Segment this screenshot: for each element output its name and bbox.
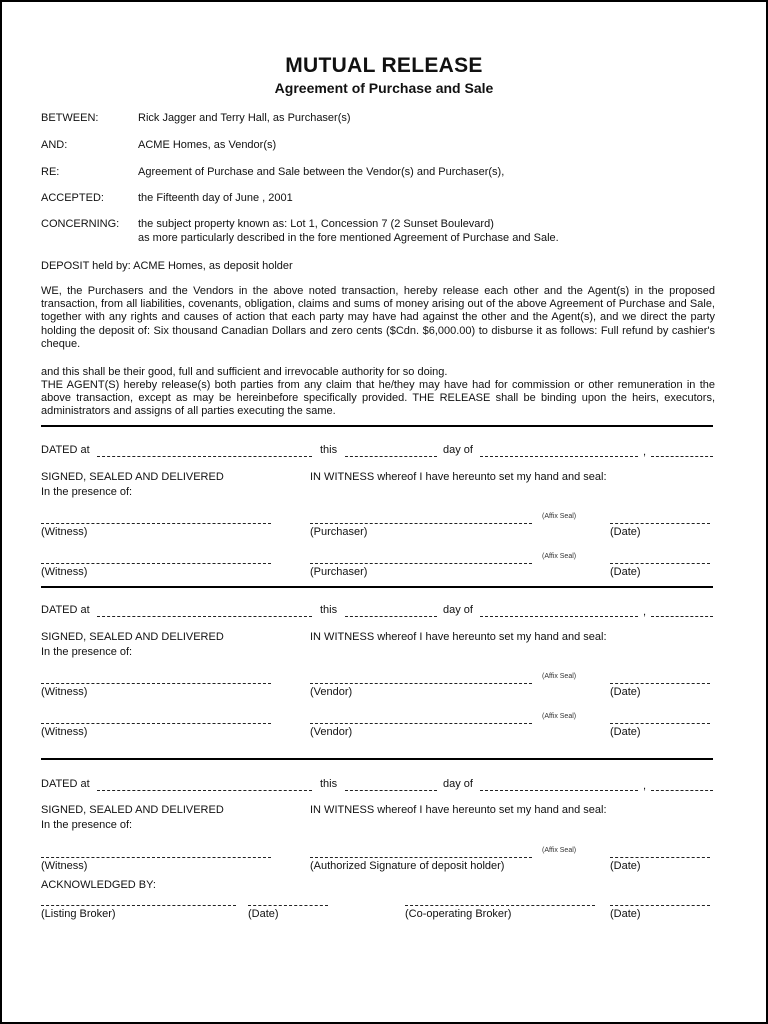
purchaser-signature-line[interactable] [310, 523, 532, 524]
cooperating-broker-date-caption: (Date) [610, 908, 641, 920]
section-divider [41, 758, 713, 760]
date-caption: (Date) [610, 860, 641, 872]
date-line[interactable] [610, 723, 710, 724]
dated-at-label: DATED at [41, 444, 90, 456]
affix-seal-label: (Affix Seal) [542, 513, 577, 520]
between-label: BETWEEN: [41, 112, 99, 124]
year-field[interactable] [651, 616, 713, 617]
this-label: this [320, 444, 338, 456]
section-divider [41, 586, 713, 588]
date-line[interactable] [610, 563, 710, 564]
signed-label: SIGNED, SEALED AND DELIVERED [41, 631, 224, 643]
accepted-label: ACCEPTED: [41, 192, 104, 204]
signed-label: SIGNED, SEALED AND DELIVERED [41, 471, 224, 483]
accepted-value: the Fifteenth day of June , 2001 [138, 192, 293, 204]
concerning-value-line1: the subject property known as: Lot 1, Concession 7 (2 Sunset Boulevard) [138, 218, 494, 230]
signed-label: SIGNED, SEALED AND DELIVERED [41, 804, 224, 816]
purchaser-signature-line[interactable] [310, 563, 532, 564]
cooperating-broker-line[interactable] [405, 905, 595, 906]
month-field[interactable] [480, 456, 638, 457]
this-label: this [320, 604, 338, 616]
vendor-signature-line[interactable] [310, 723, 532, 724]
witness-caption: (Witness) [41, 686, 88, 698]
document-subtitle: Agreement of Purchase and Sale [274, 80, 494, 96]
month-field[interactable] [480, 616, 638, 617]
listing-broker-caption: (Listing Broker) [41, 908, 116, 920]
purchaser-caption: (Purchaser) [310, 566, 368, 578]
dated-at-field[interactable] [97, 456, 312, 457]
presence-label: In the presence of: [41, 486, 133, 498]
year-field[interactable] [651, 790, 713, 791]
concerning-value-line2: as more particularly described in the fore mentioned Agreement of Purchase and Sale. [138, 232, 559, 244]
witness-caption: (Witness) [41, 526, 88, 538]
witness-clause: IN WITNESS whereof I have hereunto set my hand and seal: [310, 804, 607, 816]
dated-at-label: DATED at [41, 604, 90, 616]
vendor-caption: (Vendor) [310, 686, 353, 698]
day-field[interactable] [345, 456, 437, 457]
comma: , [643, 446, 647, 458]
presence-label: In the presence of: [41, 819, 133, 831]
affix-seal-label: (Affix Seal) [542, 713, 577, 720]
witness-signature-line[interactable] [41, 857, 271, 858]
dated-at-label: DATED at [41, 778, 90, 790]
vendor-caption: (Vendor) [310, 726, 353, 738]
year-field[interactable] [651, 456, 713, 457]
month-field[interactable] [480, 790, 638, 791]
agent-release-paragraph: THE AGENT(S) hereby release(s) both parties from any claim that he/they may have had for commission or other remuneration in the above transaction, except as may be hereinbefore specifically provided. THE RELEASE shall be binding upon the heirs, executors, administrators and assigns of all parties executing the same. [41, 379, 715, 418]
witness-clause: IN WITNESS whereof I have hereunto set my hand and seal: [310, 631, 607, 643]
day-of-label: day of [443, 778, 473, 790]
witness-signature-line[interactable] [41, 523, 271, 524]
date-caption: (Date) [610, 686, 641, 698]
date-caption: (Date) [610, 526, 641, 538]
cooperating-broker-date-line[interactable] [610, 905, 710, 906]
date-line[interactable] [610, 523, 710, 524]
affix-seal-label: (Affix Seal) [542, 847, 577, 854]
listing-broker-date-line[interactable] [248, 905, 328, 906]
re-value: Agreement of Purchase and Sale between the Vendor(s) and Purchaser(s), [138, 166, 505, 178]
date-caption: (Date) [610, 566, 641, 578]
listing-broker-line[interactable] [41, 905, 236, 906]
listing-broker-date-caption: (Date) [248, 908, 279, 920]
deposit-line: DEPOSIT held by: ACME Homes, as deposit holder [41, 260, 293, 272]
document-title: MUTUAL RELEASE [285, 54, 483, 77]
authority-paragraph: and this shall be their good, full and sufficient and irrevocable authority for so doing. [41, 366, 448, 378]
section-divider [41, 425, 713, 427]
release-paragraph: WE, the Purchasers and the Vendors in the above noted transaction, hereby release each other and the Agent(s) in the proposed transaction, from all liabilities, covenants, obligation, claims and sums of money arising out of the above Agreement of Purchase and Sale, together with any rights and causes of action that each party may have had against the other and the Agent(s), and we direct the party holding the deposit of: Six thousand Canadian Dollars and zero cents ($Cdn. $6,000.00) to disburse it as follows: Full refund by cashier's cheque. [41, 285, 715, 350]
day-field[interactable] [345, 616, 437, 617]
affix-seal-label: (Affix Seal) [542, 553, 577, 560]
and-label: AND: [41, 139, 68, 151]
comma: , [643, 780, 647, 792]
dated-at-field[interactable] [97, 616, 312, 617]
witness-signature-line[interactable] [41, 683, 271, 684]
presence-label: In the presence of: [41, 646, 133, 658]
day-of-label: day of [443, 444, 473, 456]
date-line[interactable] [610, 683, 710, 684]
day-of-label: day of [443, 604, 473, 616]
re-label: RE: [41, 166, 60, 178]
witness-caption: (Witness) [41, 726, 88, 738]
acknowledged-label: ACKNOWLEDGED BY: [41, 879, 156, 891]
witness-caption: (Witness) [41, 566, 88, 578]
and-value: ACME Homes, as Vendor(s) [138, 139, 277, 151]
purchaser-caption: (Purchaser) [310, 526, 368, 538]
witness-caption: (Witness) [41, 860, 88, 872]
comma: , [643, 606, 647, 618]
dated-at-field[interactable] [97, 790, 312, 791]
date-line[interactable] [610, 857, 710, 858]
date-caption: (Date) [610, 726, 641, 738]
cooperating-broker-caption: (Co-operating Broker) [405, 908, 512, 920]
concerning-label: CONCERNING: [41, 218, 120, 230]
witness-signature-line[interactable] [41, 723, 271, 724]
deposit-holder-signature-line[interactable] [310, 857, 532, 858]
vendor-signature-line[interactable] [310, 683, 532, 684]
between-value: Rick Jagger and Terry Hall, as Purchaser(s) [138, 112, 351, 124]
deposit-holder-caption: (Authorized Signature of deposit holder) [310, 860, 505, 872]
witness-clause: IN WITNESS whereof I have hereunto set my hand and seal: [310, 471, 607, 483]
affix-seal-label: (Affix Seal) [542, 673, 577, 680]
witness-signature-line[interactable] [41, 563, 271, 564]
day-field[interactable] [345, 790, 437, 791]
this-label: this [320, 778, 338, 790]
